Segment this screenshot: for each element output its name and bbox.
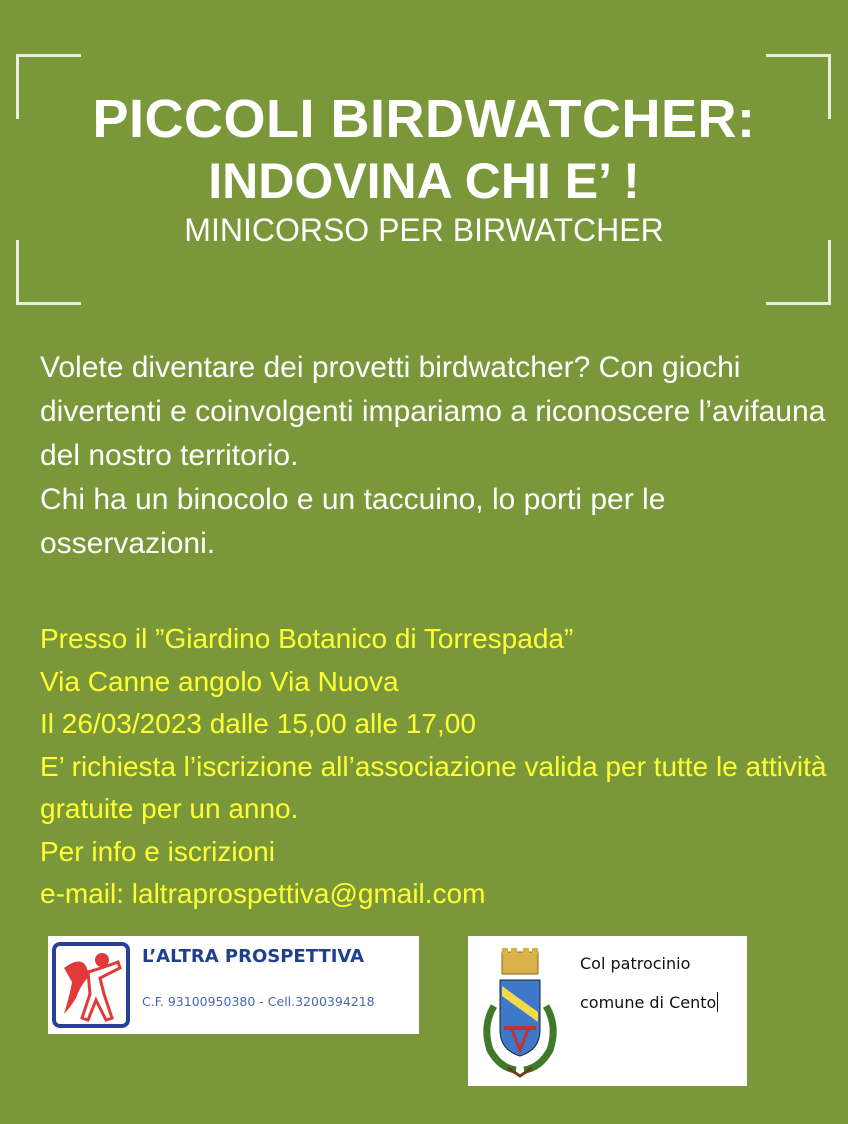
organizer-name: L’ALTRA PROSPETTIVA xyxy=(142,946,365,967)
intro-paragraph-2: Chi ha un binocolo e un taccuino, lo porti per le osservazioni. xyxy=(40,483,666,560)
frame-corner-bottom-left xyxy=(16,240,81,305)
info-label: Per info e iscrizioni xyxy=(40,835,275,867)
title-line-2: INDOVINA CHI E’ ! xyxy=(208,153,640,209)
intro-text xyxy=(40,346,830,566)
patronage-municipality: comune di Cento xyxy=(580,993,717,1012)
intro-paragraph-1: Volete diventare dei provetti birdwatcher? Con giochi divertenti e coinvolgenti impariamo a riconoscere l’avifauna del nostro territorio. xyxy=(40,351,826,472)
coat-of-arms-icon xyxy=(480,946,560,1080)
frame-corner-bottom-right xyxy=(766,240,831,305)
patronage-card xyxy=(468,936,747,1086)
figure-logo-icon xyxy=(52,942,132,1028)
text-caret xyxy=(717,992,718,1012)
event-location: Presso il ”Giardino Botanico di Torrespada” xyxy=(40,623,574,654)
organizer-logo-card xyxy=(48,936,419,1034)
patronage-line-1: Col patrocinio xyxy=(580,954,691,973)
patronage-line-2 xyxy=(580,992,718,1012)
title-line-1: PICCOLI BIRDWATCHER: xyxy=(92,89,756,149)
event-info xyxy=(40,618,830,916)
organizer-details: C.F. 93100950380 - Cell.3200394218 xyxy=(142,994,375,1009)
contact-email[interactable]: e-mail: laltraprospettiva@gmail.com xyxy=(40,878,486,909)
registration-note: E’ richiesta l’iscrizione all’associazione valida per tutte le attività gratuite per un anno. xyxy=(40,750,827,824)
event-address: Via Canne angolo Via Nuova xyxy=(40,665,399,697)
event-datetime: Il 26/03/2023 dalle 15,00 alle 17,00 xyxy=(40,708,476,739)
subtitle: MINICORSO PER BIRWATCHER xyxy=(184,212,664,248)
